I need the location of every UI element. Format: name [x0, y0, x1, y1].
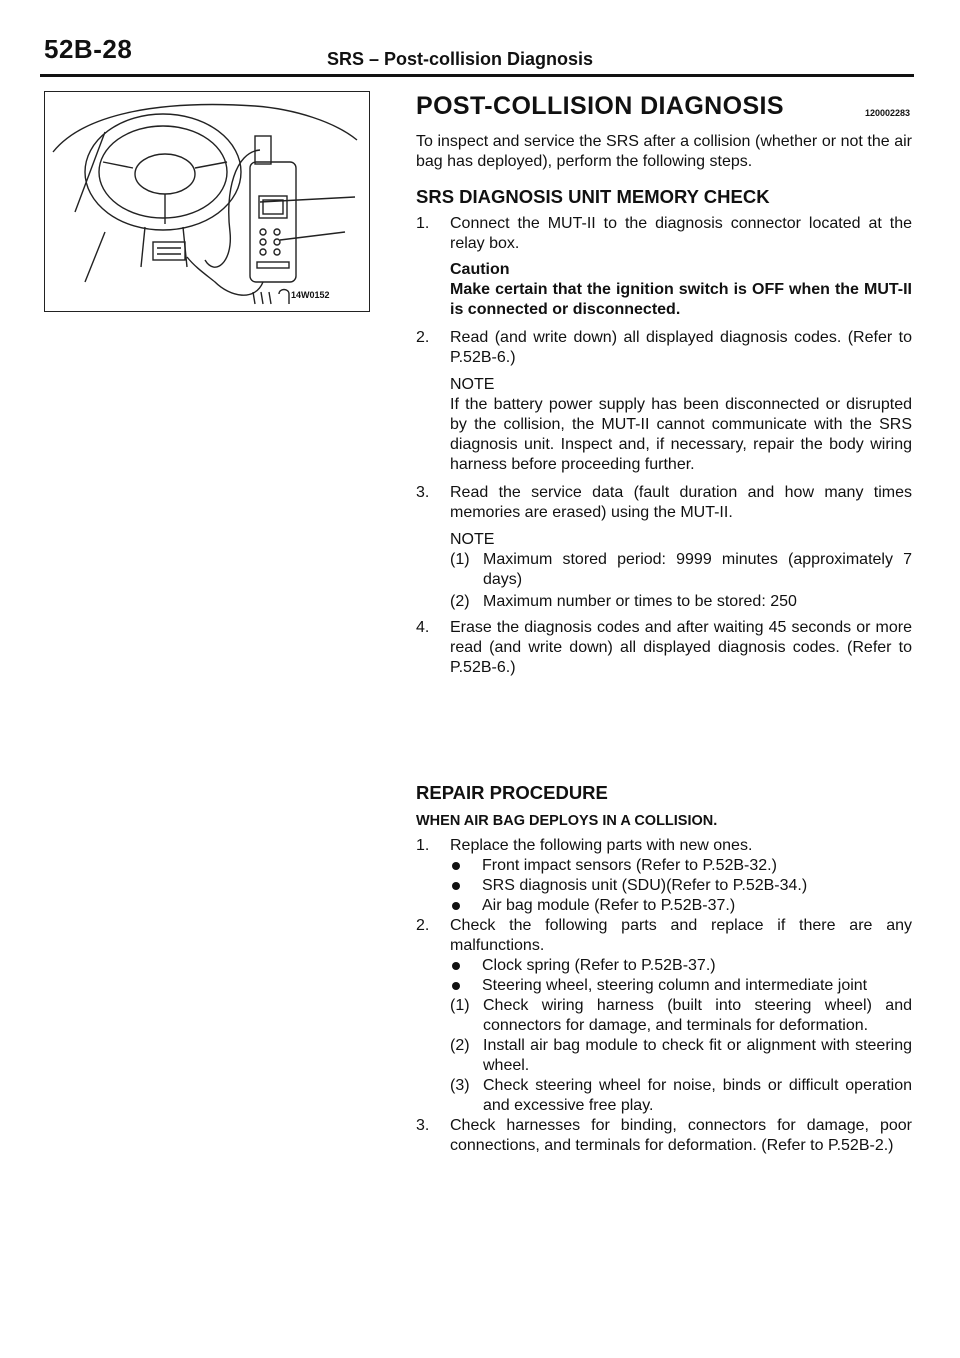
step-text: Check harnesses for binding, connectors for damage, poor connections, and terminals for deformation. (Refer to P.52B-2.) — [450, 1117, 912, 1154]
main-content — [416, 92, 912, 1156]
bullet-icon — [452, 962, 460, 970]
step-text: Connect the MUT-II to the diagnosis connector located at the relay box. — [450, 215, 912, 252]
step-number: 1. — [416, 215, 430, 232]
step-text: Replace the following parts with new ones. — [450, 837, 753, 854]
subitem-number: (2) — [450, 593, 470, 610]
step-number: 1. — [416, 837, 430, 854]
subitem-text: Maximum stored period: 9999 minutes (approximately 7 days) — [483, 551, 912, 588]
memory-check-heading: SRS DIAGNOSIS UNIT MEMORY CHECK — [416, 186, 770, 207]
repair-heading: REPAIR PROCEDURE — [416, 782, 608, 803]
caution-label: Caution — [450, 261, 510, 278]
bullet-item — [450, 956, 912, 976]
subitem-number: (3) — [450, 1077, 470, 1094]
note-subitem — [450, 550, 912, 590]
bullet-item — [450, 896, 912, 916]
bullet-icon — [452, 982, 460, 990]
step-number: 2. — [416, 329, 430, 346]
bullet-item — [450, 876, 912, 896]
repair-step-3 — [416, 1116, 912, 1156]
note-subitem — [450, 592, 912, 612]
repair-step-2 — [416, 916, 912, 1116]
step-text: Erase the diagnosis codes and after waiting 45 seconds or more read (and write down) all displayed diagnosis codes. (Refer to P.52B-6.) — [450, 619, 912, 676]
note-text: If the battery power supply has been disconnected or disrupted by the collision, the MUT-II cannot communicate with the SRS diagnosis unit. Inspect and, if necessary, repair the body wiring harness before proceeding further. — [450, 396, 912, 473]
check-subitem — [450, 1036, 912, 1076]
running-title: SRS – Post-collision Diagnosis — [327, 49, 594, 69]
memory-step-4 — [416, 618, 912, 678]
memory-step-3 — [416, 483, 912, 612]
caution-text: Make certain that the ignition switch is OFF when the MUT-II is connected or disconnected. — [450, 281, 912, 318]
section-title: POST-COLLISION DIAGNOSIS — [416, 92, 784, 120]
bullet-text: Front impact sensors (Refer to P.52B-32.) — [482, 857, 777, 874]
subitem-number: (2) — [450, 1037, 470, 1054]
step-number: 2. — [416, 917, 430, 934]
repair-step-1 — [416, 836, 912, 916]
bullet-icon — [452, 882, 460, 890]
subitem-text: Install air bag module to check fit or alignment with steering wheel. — [483, 1037, 912, 1074]
subitem-text: Maximum number or times to be stored: 250 — [483, 593, 797, 610]
bullet-text: Clock spring (Refer to P.52B-37.) — [482, 957, 716, 974]
section-id: 120002283 — [864, 108, 910, 118]
step-text: Read the service data (fault duration and how many times memories are erased) using the MUT-II. — [450, 484, 912, 521]
bullet-item — [450, 856, 912, 876]
bullet-icon — [452, 862, 460, 870]
step-number: 3. — [416, 484, 430, 501]
bullet-text: SRS diagnosis unit (SDU)(Refer to P.52B-34.) — [482, 877, 808, 894]
section-title-row — [416, 92, 912, 130]
memory-step-1 — [416, 214, 912, 320]
check-subitem — [450, 1076, 912, 1116]
step-text: Read (and write down) all displayed diagnosis codes. (Refer to P.52B-6.) — [450, 329, 912, 366]
step-number: 3. — [416, 1117, 430, 1134]
repair-subheading: WHEN AIR BAG DEPLOYS IN A COLLISION. — [416, 813, 718, 829]
bullet-icon — [452, 902, 460, 910]
header-rule — [40, 74, 914, 77]
bullet-text: Steering wheel, steering column and intermediate joint — [482, 977, 868, 994]
bullet-text: Air bag module (Refer to P.52B-37.) — [482, 897, 736, 914]
bullet-item — [450, 976, 912, 996]
check-subitem — [450, 996, 912, 1036]
subitem-text: Check wiring harness (built into steering wheel) and connectors for damage, and terminals for deformation. — [483, 997, 912, 1034]
diagnosis-tool-illustration — [44, 91, 370, 312]
subitem-number: (1) — [450, 551, 470, 568]
figure-id: 14W0152 — [291, 290, 330, 300]
subitem-number: (1) — [450, 997, 470, 1014]
page-number: 52B-28 — [44, 34, 133, 64]
subitem-text: Check steering wheel for noise, binds or difficult operation and excessive free play. — [483, 1077, 912, 1114]
step-text: Check the following parts and replace if there are any malfunctions. — [450, 917, 912, 954]
intro-paragraph: To inspect and service the SRS after a collision (whether or not the air bag has deployed), perform the following steps. — [416, 133, 912, 170]
memory-step-2 — [416, 328, 912, 475]
steering-wheel-and-mut-ii-drawing — [45, 92, 368, 310]
note-label: NOTE — [450, 376, 495, 393]
step-number: 4. — [416, 619, 430, 636]
note-label: NOTE — [450, 531, 495, 548]
